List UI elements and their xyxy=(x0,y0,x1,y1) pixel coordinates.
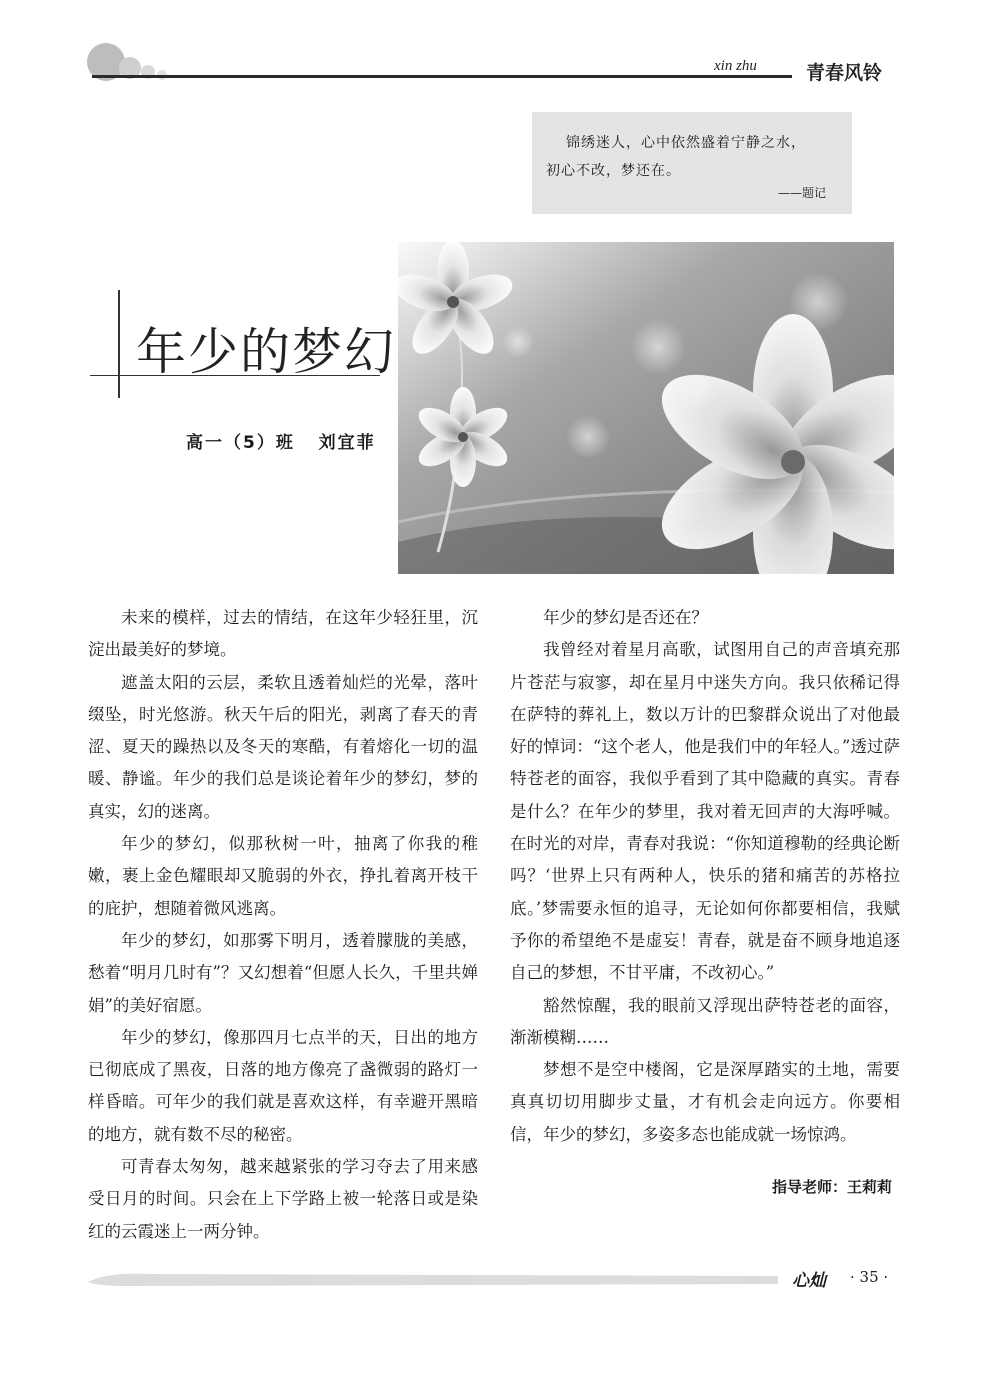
body-paragraph: 年少的梦幻是否还在？ xyxy=(543,608,708,627)
guide-teacher: 指导老师：王莉莉 xyxy=(771,1178,892,1196)
body-paragraph: 年少的梦幻，如那雾下明月，透着朦胧的美感，愁着“明月几时有”？又幻想着“但愿人长久，千里共婵娟”的美好宿愿。 xyxy=(88,930,478,1015)
body-paragraph: 年少的梦幻，似那秋树一叶，抽离了你我的稚嫩，裹上金色耀眼却又脆弱的外衣，挣扎着离开枝干的庇护，想随着微风逃离。 xyxy=(88,834,478,918)
footer-swoosh xyxy=(88,1272,778,1288)
article-body-right-column xyxy=(510,602,900,1151)
article-author: 高一（5）班 刘宜菲 xyxy=(186,433,376,453)
body-paragraph: 我曾经对着星月高歌，试图用自己的声音填充那片苍茫与寂寥，却在星月中迷失方向。我只依稀记得在萨特的葬礼上，数以万计的巴黎群众说出了对他最好的悼词：“这个老人，他是我们中的年轻人。”透过萨特苍老的面容，我似乎看到了其中隐藏的真实。青春是什么？在年少的梦里，我对着无回声的大海呼喊。在时光的对岸，青春对我说：“你知道穆勒的经典论断吗？‘世界上只有两种人，快乐的猪和痛苦的苏格拉底。’梦需要永恒的追寻，无论如何你都要相信，我赋予你的希望绝不是虚妄！青春，就是奋不顾身地追逐自己的梦想，不甘平庸，不改初心。” xyxy=(510,640,900,983)
epigraph-signature: ——题记 xyxy=(778,186,827,200)
epigraph-line-1: 锦绣迷人，心中依然盛着宁静之水， xyxy=(566,135,806,151)
body-paragraph: 遮盖太阳的云层，柔软且透着灿烂的光晕，落叶缀坠，时光悠游。秋天午后的阳光，剥离了春天的青涩、夏天的躁热以及冬天的寒酷，有着熔化一切的温暖、静谧。年少的我们总是谈论着年少的梦幻，梦的真实，幻的迷离。 xyxy=(88,672,478,821)
header-pinyin: xin zhu xyxy=(714,58,757,74)
header-rule xyxy=(92,75,792,78)
body-paragraph: 年少的梦幻，像那四月七点半的天，日出的地方已彻底成了黑夜，日落的地方像亮了盏微弱的路灯一样昏暗。可年少的我们就是喜欢这样，有幸避开黑暗的地方，就有数不尽的秘密。 xyxy=(88,1027,478,1144)
body-paragraph: 梦想不是空中楼阁，它是深厚踏实的土地，需要真真切切用脚步丈量，才有机会走向远方。你要相信，年少的梦幻，多姿多态也能成就一场惊鸿。 xyxy=(510,1060,900,1144)
title-vertical-rule xyxy=(118,290,120,398)
body-paragraph: 可青春太匆匆，越来越紧张的学习夺去了用来感受日月的时间。只会在上下学路上被一轮落日或是染红的云霞迷上一两分钟。 xyxy=(88,1157,478,1241)
article-title: 年少的梦幻 xyxy=(136,323,396,381)
header-column-name: 青春风铃 xyxy=(806,62,883,84)
body-paragraph: 未来的模样，过去的情结，在这年少轻狂里，沉淀出最美好的梦境。 xyxy=(88,608,478,660)
article-body-left-column xyxy=(88,602,478,1248)
flower-illustration xyxy=(398,242,894,574)
epigraph-line-2: 初心不改，梦还在。 xyxy=(546,163,681,179)
page-number: · 35 · xyxy=(850,1268,889,1286)
body-paragraph: 豁然惊醒，我的眼前又浮现出萨特苍老的面容，渐渐模糊…… xyxy=(510,995,900,1047)
footer-magazine-name: 心灿 xyxy=(792,1271,826,1291)
